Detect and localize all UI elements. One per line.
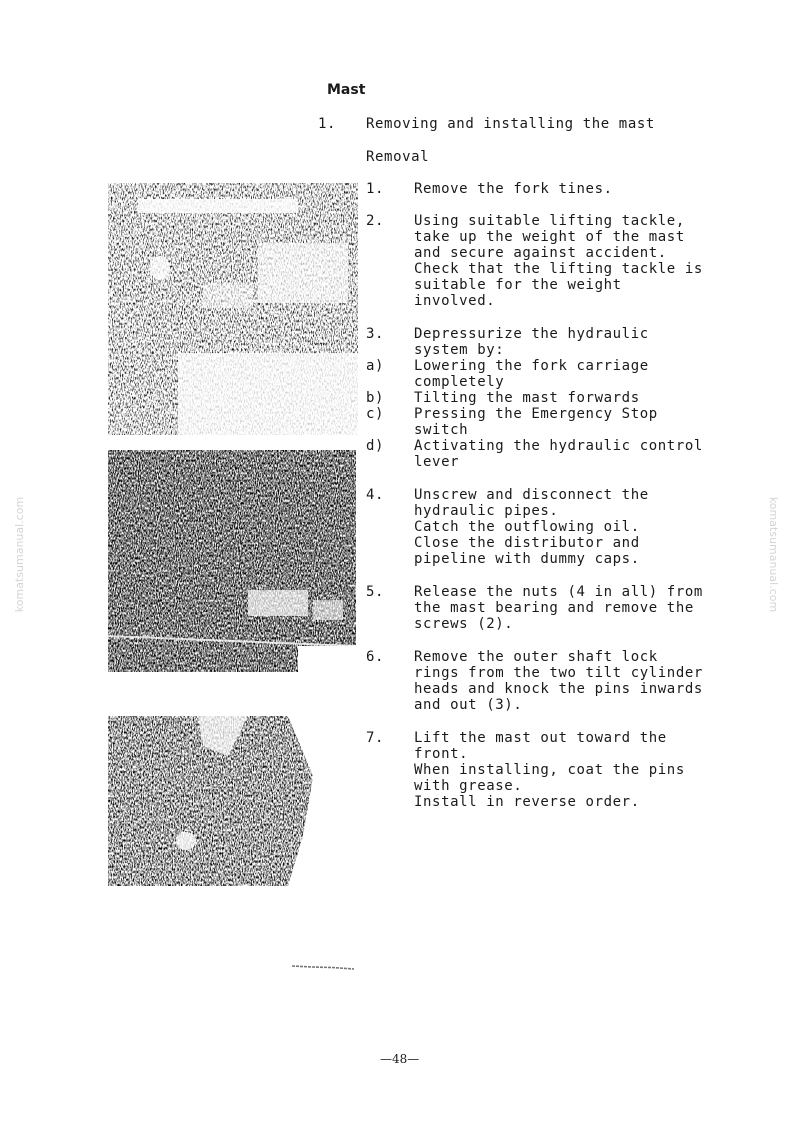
substep-letter: b) xyxy=(366,390,385,406)
step-line: and secure against accident. xyxy=(414,245,667,261)
watermark-left: komatsumanual.com xyxy=(13,496,27,613)
substep-line: Lowering the fork carriage xyxy=(414,358,649,374)
step-line: Unscrew and disconnect the xyxy=(414,487,649,503)
step-number: 6. xyxy=(366,649,385,665)
page-heading: Mast xyxy=(327,82,366,98)
step-line: hydraulic pipes. xyxy=(414,503,559,519)
step-line: Using suitable lifting tackle, xyxy=(414,213,685,229)
step-line: Remove the fork tines. xyxy=(414,181,613,197)
step-line: with grease. xyxy=(414,778,523,794)
step-number: 1. xyxy=(366,181,385,197)
section-title: Removing and installing the mast xyxy=(366,116,655,132)
step-line: the mast bearing and remove the xyxy=(414,600,694,616)
step-line: heads and knock the pins inwards xyxy=(414,681,703,697)
substep-line: switch xyxy=(414,422,469,438)
step-line: Close the distributor and xyxy=(414,535,640,551)
step-line: Release the nuts (4 in all) from xyxy=(414,584,703,600)
step-line: pipeline with dummy caps. xyxy=(414,551,640,567)
step-line: Remove the outer shaft lock xyxy=(414,649,658,665)
step-line: Install in reverse order. xyxy=(414,794,640,810)
step-text xyxy=(414,584,703,632)
page-number: —48— xyxy=(380,1052,420,1066)
scan-artifact xyxy=(292,955,354,961)
step-line: suitable for the weight xyxy=(414,277,622,293)
step-line: take up the weight of the mast xyxy=(414,229,685,245)
subheading-removal: Removal xyxy=(366,149,430,165)
section-number: 1. xyxy=(318,116,337,132)
substep-line: Pressing the Emergency Stop xyxy=(414,406,658,422)
step-line: involved. xyxy=(414,293,496,309)
step-line: Lift the mast out toward the xyxy=(414,730,667,746)
step-line: Check that the lifting tackle is xyxy=(414,261,703,277)
step-line: Catch the outflowing oil. xyxy=(414,519,640,535)
substep-letter: c) xyxy=(366,406,385,422)
step-text xyxy=(414,649,703,713)
watermark-right: komatsumanual.com xyxy=(767,496,781,613)
step-line: rings from the two tilt cylinder xyxy=(414,665,703,681)
step-line: front. xyxy=(414,746,469,762)
step-text xyxy=(414,181,613,197)
step-line: Depressurize the hydraulic xyxy=(414,326,649,342)
step-text xyxy=(414,730,685,810)
substep-line: completely xyxy=(414,374,505,390)
step-number: 5. xyxy=(366,584,385,600)
step-number: 3. xyxy=(366,326,385,342)
substep-line: lever xyxy=(414,454,460,470)
step-number: 2. xyxy=(366,213,385,229)
photo-tilt-cylinder xyxy=(108,716,318,886)
step-line: system by: xyxy=(414,342,505,358)
substep-line: Activating the hydraulic control xyxy=(414,438,703,454)
photo-mast-bearing-top xyxy=(108,183,358,435)
step-line: When installing, coat the pins xyxy=(414,762,685,778)
step-line: screws (2). xyxy=(414,616,514,632)
step-number: 4. xyxy=(366,487,385,503)
step-line: and out (3). xyxy=(414,697,523,713)
substep-letter: d) xyxy=(366,438,385,454)
substep-line: Tilting the mast forwards xyxy=(414,390,640,406)
substep-letter: a) xyxy=(366,358,385,374)
step-number: 7. xyxy=(366,730,385,746)
photo-hydraulic-pipes xyxy=(108,450,356,672)
step-text xyxy=(414,326,703,470)
step-text xyxy=(414,487,649,567)
step-text xyxy=(414,213,703,309)
